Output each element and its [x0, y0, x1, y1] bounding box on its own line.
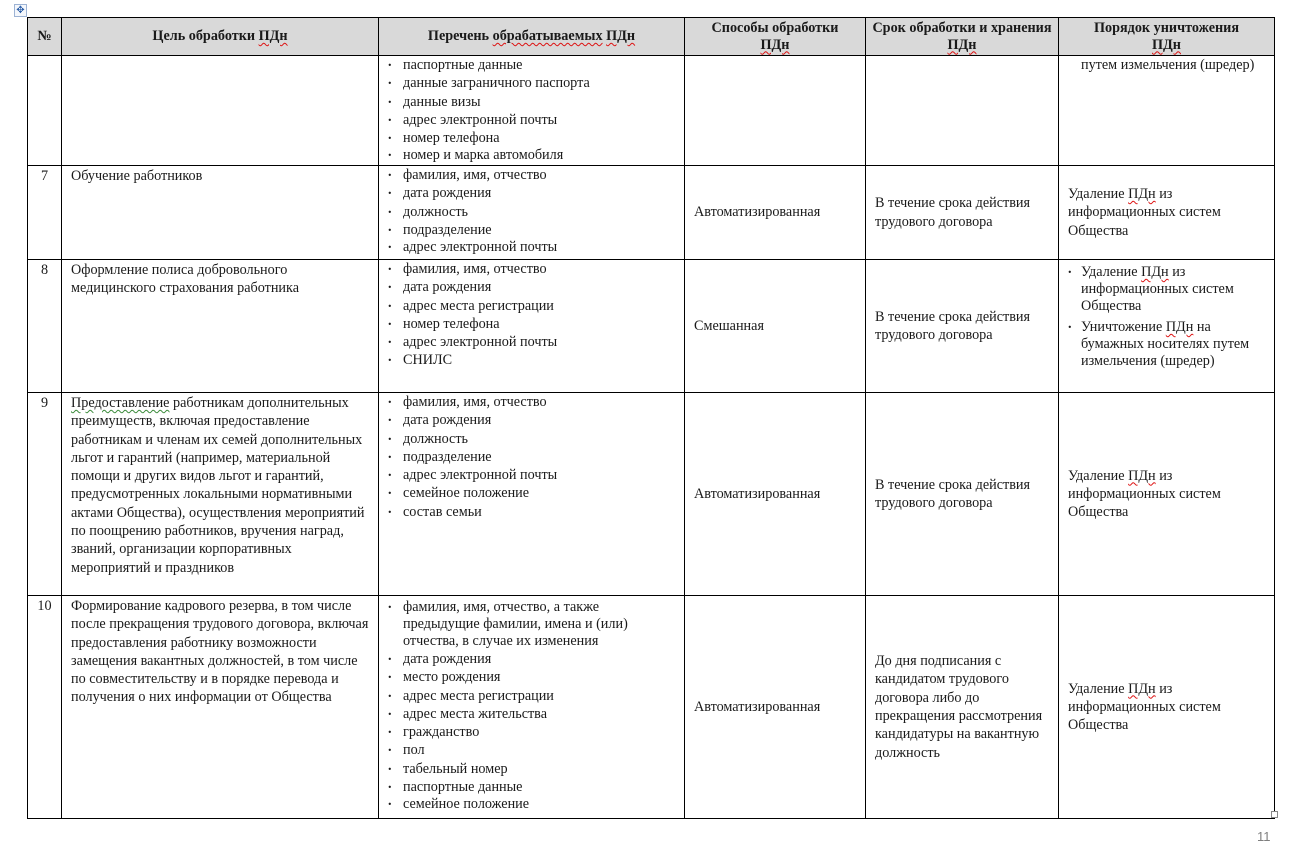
table-resize-handle[interactable]	[1271, 811, 1278, 818]
spell-marked-word[interactable]: ПДн	[1128, 467, 1156, 484]
table-row	[28, 166, 1275, 260]
data-item: . адрес электронной почты	[388, 466, 684, 484]
row-purpose: Обучение работников	[62, 166, 379, 260]
row-data-list	[379, 260, 685, 393]
row-destruction	[1059, 56, 1275, 166]
destruction-text: из информационных систем Общества	[1081, 264, 1234, 314]
data-item: . должность	[388, 430, 684, 448]
data-item: . фамилия, имя, отчество	[388, 260, 684, 278]
data-item: . семейное положение	[388, 796, 684, 812]
row-data-list	[379, 166, 685, 260]
table-header-row	[28, 18, 1275, 56]
data-item: . должность	[388, 203, 684, 221]
destruction-text: путем измельчения (шредер)	[1081, 57, 1255, 73]
data-item: . номер телефона	[388, 315, 684, 333]
grammar-marked-word[interactable]: Предоставление	[71, 395, 170, 411]
destruction-text: Удаление	[1081, 264, 1142, 280]
destruction-text: Удаление	[1068, 467, 1129, 484]
data-items-list	[379, 260, 684, 370]
destruction-text: из информационных систем Общества	[1068, 467, 1221, 521]
spell-marked-word[interactable]: ПДн	[1141, 264, 1169, 280]
row-term: До дня подписания с кандидатом трудового договора либо до прекращения рассмотрения кандидатуры на вакантную должность	[866, 596, 1059, 819]
row-number: 7	[28, 166, 62, 260]
data-item: . адрес электронной почты	[388, 333, 684, 351]
table-move-handle-icon[interactable]: ✥	[14, 4, 27, 17]
data-item: . табельный номер	[388, 760, 684, 778]
data-item: . данные заграничного паспорта	[388, 74, 684, 92]
data-item: . адрес места регистрации	[388, 297, 684, 315]
destruction-text: Уничтожение	[1081, 319, 1166, 335]
spell-marked-word[interactable]: ПДн	[1165, 319, 1194, 335]
row-method: Смешанная	[685, 260, 866, 393]
row-number: 8	[28, 260, 62, 393]
destruction-item	[1068, 264, 1266, 315]
data-item: . семейное положение	[388, 484, 684, 502]
data-item: . фамилия, имя, отчество	[388, 166, 684, 184]
row-purpose	[62, 56, 379, 166]
spell-marked-word[interactable]: ПДн	[1152, 36, 1181, 53]
header-methods-text: Способы обработки	[711, 19, 839, 36]
data-items-list	[379, 166, 684, 255]
spell-marked-word[interactable]: ПДн	[760, 36, 790, 53]
destruction-text: на бумажных носителях путем измельчения (шредер)	[1081, 319, 1250, 369]
destruction-text: Удаление	[1068, 186, 1129, 203]
page-number: 11	[1257, 829, 1271, 844]
data-item: . дата рождения	[388, 411, 684, 429]
data-item: . адрес места жительства	[388, 705, 684, 723]
spell-marked-word[interactable]: обрабатываемых	[492, 28, 603, 44]
destruction-text: из информационных систем Общества	[1068, 680, 1221, 734]
personal-data-table	[27, 17, 1275, 819]
spell-marked-word[interactable]: ПДн	[258, 28, 288, 44]
data-item: . фамилия, имя, отчество, а также предыдущие фамилии, имена и (или) отчества, в случае их изменения	[388, 599, 684, 650]
data-item: . СНИЛС	[388, 351, 684, 369]
destruction-item	[1068, 319, 1266, 370]
data-items-list	[379, 56, 684, 163]
row-term: В течение срока действия трудового договора	[866, 393, 1059, 596]
header-destruction-text: Порядок уничтожения	[1093, 19, 1240, 36]
data-items-list	[379, 393, 684, 521]
spell-marked-word[interactable]: ПДн	[1128, 680, 1156, 697]
row-number	[28, 56, 62, 166]
data-item: . дата рождения	[388, 650, 684, 668]
row-term: В течение срока действия трудового договора	[866, 166, 1059, 260]
row-purpose: Оформление полиса добровольного медицинского страхования работника	[62, 260, 379, 393]
row-data-list	[379, 56, 685, 166]
data-item: . адрес места регистрации	[388, 687, 684, 705]
header-number: №	[28, 18, 62, 56]
row-method: Автоматизированная	[685, 596, 866, 819]
row-purpose: Формирование кадрового резерва, в том числе после прекращения трудового договора, включая предоставления работнику возможности замещения вакантных должностей, в том числе по совместительству и в порядке перевода и получения о них информации от Общества	[62, 596, 379, 819]
data-item: . паспортные данные	[388, 778, 684, 796]
header-term	[866, 18, 1059, 56]
table-row	[28, 393, 1275, 596]
data-item: . состав семьи	[388, 503, 684, 521]
data-item: . подразделение	[388, 221, 684, 239]
row-data-list	[379, 393, 685, 596]
data-item: . фамилия, имя, отчество	[388, 393, 684, 411]
table-row	[28, 56, 1275, 166]
table-row	[28, 596, 1275, 819]
destruction-text: из информационных систем Общества	[1068, 186, 1221, 239]
row-term	[866, 56, 1059, 166]
row-method	[685, 56, 866, 166]
row-method: Автоматизированная	[685, 393, 866, 596]
data-item: . дата рождения	[388, 278, 684, 296]
data-item: . адрес электронной почты	[388, 239, 684, 255]
row-destruction	[1059, 166, 1275, 260]
data-item: . гражданство	[388, 723, 684, 741]
table-row	[28, 260, 1275, 393]
header-data-list-text: Перечень	[427, 28, 493, 44]
spell-marked-word[interactable]: ПДн	[606, 28, 636, 44]
data-items-list	[379, 599, 684, 812]
data-item: . адрес электронной почты	[388, 111, 684, 129]
header-methods	[685, 18, 866, 56]
row-destruction	[1059, 260, 1275, 393]
row-term: В течение срока действия трудового договора	[866, 260, 1059, 393]
data-item: . данные визы	[388, 93, 684, 111]
destruction-list	[1059, 264, 1274, 370]
data-item: . пол	[388, 741, 684, 759]
data-item: . номер и марка автомобиля	[388, 147, 684, 163]
header-data-list	[379, 18, 685, 56]
spell-marked-word[interactable]: ПДн	[947, 36, 977, 53]
spell-marked-word[interactable]: ПДн	[1128, 186, 1156, 203]
purpose-text: работникам дополнительных преимуществ, включая предоставление работникам и членам их семей дополнительных льгот и гарантий (например, материальной помощи и других видов льгот и гарантий, предусмотренных локальными нормативными актами Общества), осуществления мероприятий по поощрению работников, вручения наград, званий, организации корпоративных мероприятий и праздников	[71, 395, 365, 576]
header-term-text: Срок обработки и хранения	[872, 19, 1052, 36]
row-number: 9	[28, 393, 62, 596]
row-number: 10	[28, 596, 62, 819]
data-item: . паспортные данные	[388, 56, 684, 74]
data-item: . место рождения	[388, 668, 684, 686]
data-item: . номер телефона	[388, 129, 684, 147]
row-data-list	[379, 596, 685, 819]
header-purpose	[62, 18, 379, 56]
row-destruction	[1059, 596, 1275, 819]
row-purpose	[62, 393, 379, 596]
header-purpose-text: Цель обработки	[152, 28, 259, 44]
data-item: . дата рождения	[388, 184, 684, 202]
destruction-text: Удаление	[1068, 680, 1129, 697]
header-destruction	[1059, 18, 1275, 56]
row-destruction	[1059, 393, 1275, 596]
row-method: Автоматизированная	[685, 166, 866, 260]
data-item: . подразделение	[388, 448, 684, 466]
